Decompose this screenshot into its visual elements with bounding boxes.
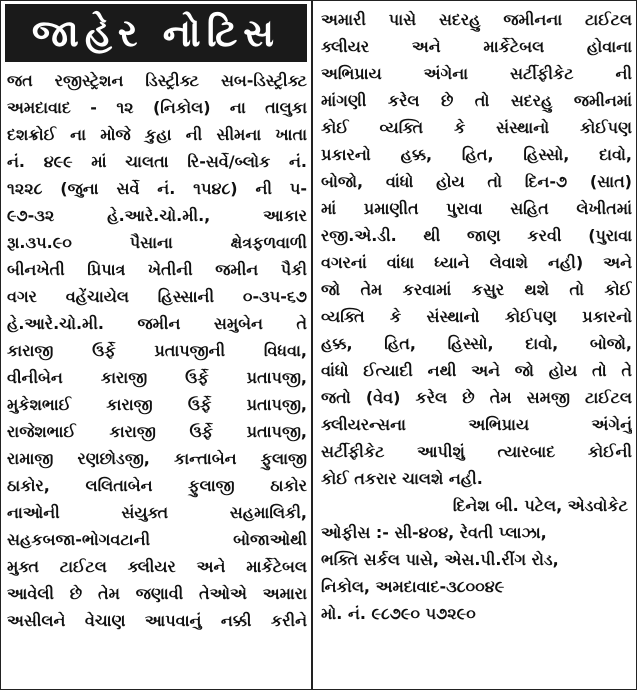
- notice-text-line: હે.આરે.ચો.મી. જમીન સમુબેન તે: [7, 314, 307, 333]
- notice-text-line: જો તેમ કરવામાં કસુર થશે તો કોઈ: [321, 280, 632, 299]
- notice-text-line: રાજેશભાઈ કારાજી ઉર્ફે પ્રતાપજી,: [7, 422, 307, 441]
- notice-text-line: અમારી પાસે સદરહુ જમીનના ટાઈટલ: [321, 10, 632, 29]
- notice-left-column: [1, 1, 313, 689]
- notice-text-line: કારાજી ઉર્ફે પ્રતાપજીની વિધવા,: [7, 341, 307, 360]
- notice-text-line: ૧૨૨૮ (જુના સર્વે નં. ૧૫૪૮) ની ૫-: [7, 179, 307, 198]
- notice-text-line: વગરનાં વાંધા ધ્યાને લેવાશે નહી) અને: [321, 253, 632, 272]
- notice-text-line: મુક્ત ટાઈટલ ક્લીયર અને માર્કેટેબલ: [7, 557, 307, 576]
- notice-text-line: રામાજી રણછોડજી, કાન્તાબેન ફુલાજી: [7, 449, 307, 468]
- notice-text-line: જતો (વેવ) કરેલ છે તેમ સમજી ટાઈટલ: [321, 388, 632, 407]
- notice-right-column: [315, 1, 636, 689]
- notice-text-line: માં પ્રમાણીત પુરાવા સહિત લેખીતમાં: [321, 199, 632, 218]
- notice-text-line: વીનીબેન કારાજી ઉર્ફે પ્રતાપજી,: [7, 368, 307, 387]
- notice-text-line: ક્લીયર અને માર્કેટેબલ હોવાના: [321, 37, 632, 56]
- notice-text-line: વાંધો ઈત્યાદી નથી અને જો હોય તો તે: [321, 361, 632, 380]
- notice-text-line: બીનખેતી પ્રિપાત્ર ખેતીની જમીન પૈકી: [7, 260, 307, 279]
- notice-text-line: ઠાકોર, લલિતાબેન ફુલાજી ઠાકોર: [7, 476, 307, 495]
- advocate-signature: દિનેશ બી. પટેલ, એડવોકેટ: [452, 496, 628, 515]
- notice-text-line: દશક્રોઈ ના મોજે કુહા ની સીમના ખાતા: [7, 125, 307, 144]
- notice-text-line: નં. ૪૯૯ માં ચાલતા રિ-સર્વે/બ્લોક નં.: [7, 152, 307, 171]
- notice-text-line: અસીલને વેચાણ આપવાનું નક્કી કરીને: [7, 611, 307, 630]
- notice-text-line: અમદાવાદ - ૧૨ (નિકોલ) ના તાલુકા: [7, 98, 307, 117]
- notice-text-line: ક્લીયરન્સના અભિપ્રાય અંગેનું: [321, 415, 632, 434]
- notice-text-line: કોઈ વ્યક્તિ કે સંસ્થાનો કોઈપણ: [321, 118, 632, 137]
- notice-text-line: સર્ટીફીકેટ આપીશું ત્યારબાદ કોઈની: [321, 442, 632, 461]
- notice-text-line: બોજો, વાંધો હોય તો દિન-૭ (સાત): [321, 172, 632, 191]
- notice-text-line: સહકબજા-ભોગવટાની બોજાઓથી: [7, 530, 307, 549]
- notice-left-text: [7, 67, 307, 634]
- notice-title: જાહેર નોટિસ: [5, 4, 307, 62]
- office-address-line: ભક્તિ સર્કલ પાસે, એસ.પી.રીંગ રોડ,: [321, 550, 559, 569]
- office-address-line: મો. નં. ૯૮૭૯૦ ૫૭૨૯૦: [321, 604, 476, 623]
- notice-text-line: ૯૭-૩૨ હે.આરે.ચો.મી., આકાર: [7, 206, 307, 225]
- notice-right-text: [321, 6, 632, 627]
- office-address-line: નિકોલ, અમદાવાદ-૩૮૦૦૪૯: [321, 577, 505, 596]
- notice-text-line: વ્યક્તિ કે સંસ્થાનો કોઈપણ પ્રકારનો: [321, 307, 632, 326]
- notice-text-line: જત રજીસ્ટ્રેશન ડિસ્ટ્રીક્ટ સબ-ડિસ્ટ્રીક્ટ: [7, 71, 307, 90]
- notice-text-line: પ્રકારનો હક્ક, હિત, હિસ્સો, દાવો,: [321, 145, 632, 164]
- notice-text-line: કોઈ તકરાર ચાલશે નહી.: [321, 469, 483, 488]
- notice-text-line: અભિપ્રાય અંગેના સર્ટીફીકેટ ની: [321, 64, 632, 83]
- notice-text-line: વગર વહેંચાયેલ હિસ્સાની ૦-૩૫-૬૭: [7, 287, 307, 306]
- notice-text-line: નાઓની સંયુક્ત સહમાલિકી,: [7, 503, 307, 522]
- notice-text-line: માંગણી કરેલ છે તો સદરહુ જમીનમાં: [321, 91, 632, 110]
- notice-text-line: આવેલી છે તેમ જણાવી તેઓએ અમારા: [7, 584, 307, 603]
- notice-text-line: મુકેશભાઈ કારાજી ઉર્ફે પ્રતાપજી,: [7, 395, 307, 414]
- notice-text-line: રૂા.૩૫.૯૦ પૈસાના ક્ષેત્રફળવાળી: [7, 233, 307, 252]
- notice-text-line: હક્ક, હિત, હિસ્સો, દાવો, બોજો,: [321, 334, 632, 353]
- notice-text-line: રજી.એ.ડી. થી જાણ કરવી (પુરાવા: [321, 226, 632, 245]
- office-address-line: ઓફીસ :- સી-૪૦૪, રેવતી પ્લાઝા,: [321, 523, 547, 542]
